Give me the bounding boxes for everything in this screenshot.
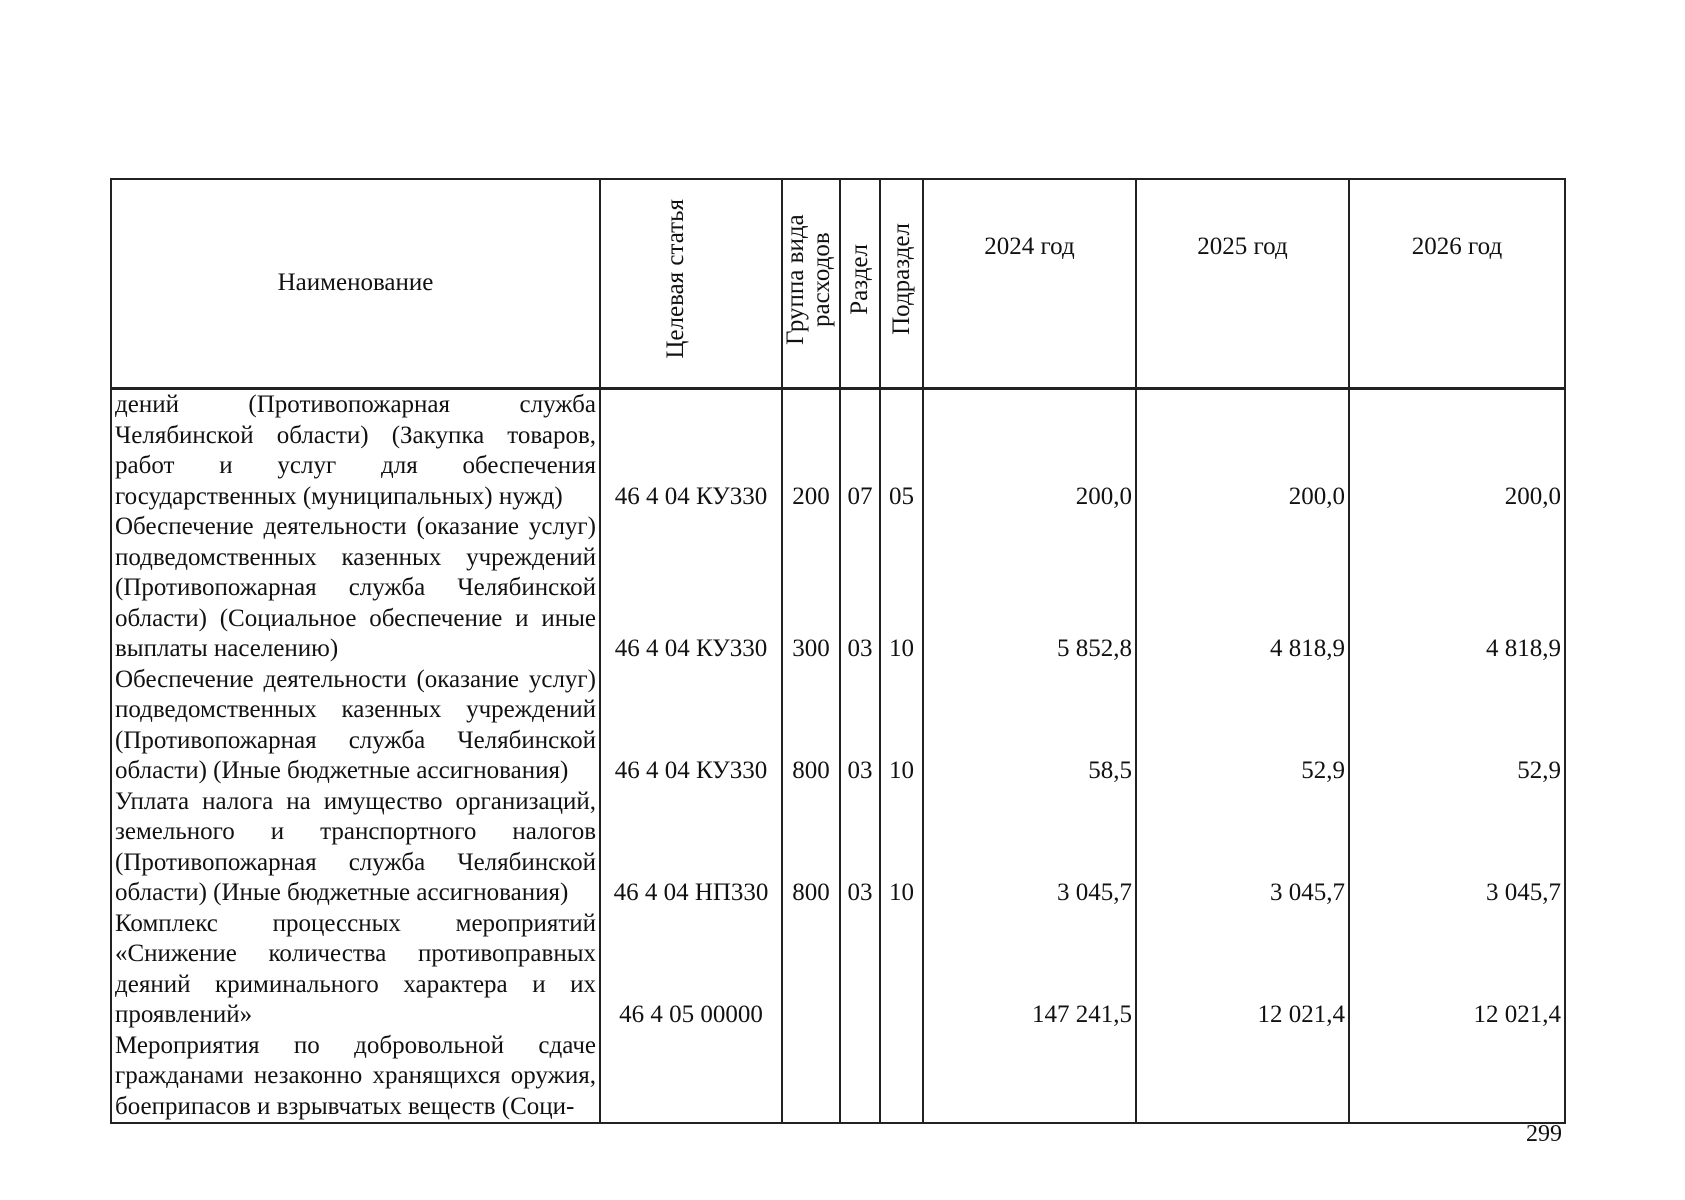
row-section: 03 [840,665,880,787]
row-subsection [880,1031,923,1124]
row-amount-2026: 3 045,7 [1349,787,1565,909]
row-name: Обеспечение деятельности (оказание услуг) подведомственных казенных учреждений (Противопожарная служба Челябинской области) (Социальное обеспечение и иные выплаты населению) [111,512,600,665]
row-target-article: 46 4 04 НП330 [600,787,782,909]
row-subsection [880,909,923,1031]
row-subsection: 10 [880,512,923,665]
row-target-article: 46 4 04 КУ330 [600,512,782,665]
row-amount-2025: 52,9 [1136,665,1349,787]
row-expense-group [782,1031,840,1124]
row-name: Комплекс процессных мероприятий «Снижение количества противоправных деяний криминального характера и их проявлений» [111,909,600,1031]
table-row [111,787,1565,909]
row-expense-group: 800 [782,787,840,909]
row-amount-2024 [923,1031,1136,1124]
header-section: Раздел [840,179,880,389]
row-amount-2024: 147 241,5 [923,909,1136,1031]
row-subsection: 10 [880,665,923,787]
row-section [840,909,880,1031]
row-section: 03 [840,512,880,665]
row-target-article: 46 4 05 00000 [600,909,782,1031]
table-row [111,665,1565,787]
row-name: Обеспечение деятельности (оказание услуг) подведомственных казенных учреждений (Противопожарная служба Челябинской области) (Иные бюджетные ассигнования) [111,665,600,787]
header-year-2025: 2025 год [1136,179,1349,389]
row-amount-2025: 12 021,4 [1136,909,1349,1031]
row-amount-2025: 3 045,7 [1136,787,1349,909]
row-name: Уплата налога на имущество организаций, земельного и транспортного налогов (Противопожарная служба Челябинской области) (Иные бюджетные ассигнования) [111,787,600,909]
row-amount-2024: 200,0 [923,389,1136,513]
row-subsection: 05 [880,389,923,513]
header-subsection: Подраздел [880,179,923,389]
row-amount-2025 [1136,1031,1349,1124]
row-expense-group: 300 [782,512,840,665]
row-amount-2024: 5 852,8 [923,512,1136,665]
header-year-2026: 2026 год [1349,179,1565,389]
table-row [111,909,1565,1031]
row-amount-2026: 4 818,9 [1349,512,1565,665]
header-name: Наименование [111,179,600,389]
row-section: 03 [840,787,880,909]
row-expense-group: 200 [782,389,840,513]
header-year-2024: 2024 год [923,179,1136,389]
table-row [111,389,1565,513]
row-section [840,1031,880,1124]
table-row [111,1031,1565,1124]
table-row [111,512,1565,665]
table-header-row [111,179,1565,389]
row-amount-2025: 200,0 [1136,389,1349,513]
budget-table [110,178,1566,1124]
row-section: 07 [840,389,880,513]
row-name: дений (Противопожарная служба Челябинской области) (Закупка товаров, работ и услуг для обеспечения государственных (муниципальных) нужд) [111,389,600,513]
row-subsection: 10 [880,787,923,909]
header-target-article: Целевая статья [600,179,782,389]
row-amount-2026: 12 021,4 [1349,909,1565,1031]
row-expense-group [782,909,840,1031]
row-target-article: 46 4 04 КУ330 [600,389,782,513]
row-amount-2025: 4 818,9 [1136,512,1349,665]
row-target-article [600,1031,782,1124]
row-target-article: 46 4 04 КУ330 [600,665,782,787]
row-name: Мероприятия по добровольной сдаче гражданами незаконно хранящихся оружия, боеприпасов и взрывчатых веществ (Соци- [111,1031,600,1124]
page-number: 299 [1526,1121,1562,1147]
row-amount-2026 [1349,1031,1565,1124]
row-expense-group: 800 [782,665,840,787]
row-amount-2024: 58,5 [923,665,1136,787]
row-amount-2024: 3 045,7 [923,787,1136,909]
row-amount-2026: 200,0 [1349,389,1565,513]
row-amount-2026: 52,9 [1349,665,1565,787]
header-expense-group: Группа вида расходов [782,179,840,389]
